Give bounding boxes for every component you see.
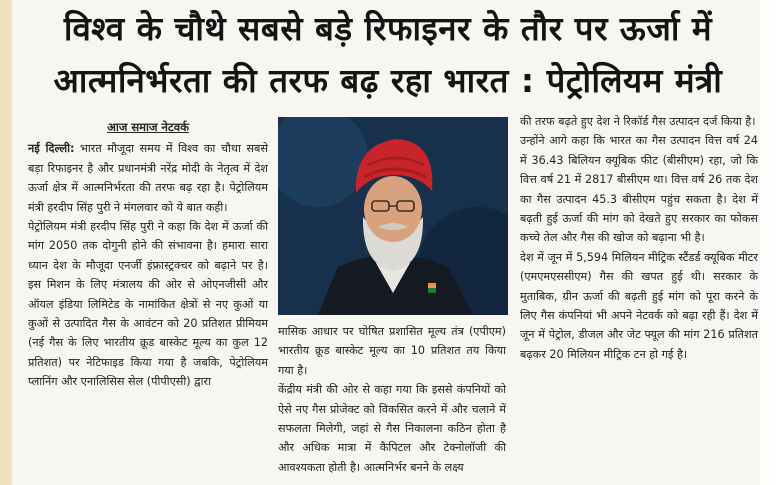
paragraph: देश में जून में 5,594 मिलियन मीट्रिक स्टैंडर्ड क्यूबिक मीटर (एमएमएससीएम) गैस की खपत हुई थी। सरकार के मुताबिक, ग्रीन ऊर्जा की बढ़ती हुई मांग को पूरा करने के लिए गैस कंपनियां भी अपने नेटवर्क को बढ़ा रही हैं। देश में जून में पेट्रोल, डीजल और जेट फ्यूल की मांग 216 प्रतिशत बढ़कर 20 मिलियन मीट्रिक टन हो गई है।	[520, 250, 758, 361]
paragraph-text: भारत मौजूदा समय में विश्व का चौथा सबसे बड़ा रिफाइनर है और प्रधानमंत्री नरेंद्र मोदी के नेतृत्व में देश ऊर्जा क्षेत्र में आत्मनिर्भरता की तरफ बढ़ रहा है। पेट्रोलियम मंत्री हरदीप सिंह पुरी ने मंगलवार को ये बात कही।	[28, 142, 269, 214]
article-column-2	[278, 322, 506, 477]
paragraph: की तरफ बढ़ते हुए देश ने रिकॉर्ड गैस उत्पादन दर्ज किया है।	[520, 115, 756, 128]
headline-line-1: विश्व के चौथे सबसे बड़े रिफाइनर के तौर पर ऊर्जा में	[63, 9, 713, 48]
dateline: नई दिल्ली:	[28, 142, 75, 156]
paragraph: उन्होंने आगे कहा कि भारत का गैस उत्पादन वित्त वर्ष 24 में 36.43 बिलियन क्यूबिक फीट (बीसीएम) रहा, जो कि वित्त वर्ष 21 में 2817 बीसीएम था। वित्त वर्ष 26 तक देश का गैस उत्पादन 45.3 बीसीएम पहुंच सकता है। देश में बढ़ती हुई ऊर्जा की मांग को देखते हुए सरकार का फोकस कच्चे तेल और गैस की खोज को बढ़ाना भी है।	[520, 134, 758, 245]
headline-line-2: आत्मनिर्भरता की तरफ बढ़ रहा भारत : पेट्रोलियम मंत्री	[53, 61, 723, 100]
page-right-edge	[760, 0, 776, 485]
article-column-1	[28, 118, 268, 392]
page-left-edge	[0, 0, 12, 485]
minister-photo	[278, 117, 508, 315]
minister-portrait-illustration	[278, 117, 508, 315]
paragraph: पेट्रोलियम मंत्री हरदीप सिंह पुरी ने कहा कि देश में ऊर्जा की मांग 2050 तक दोगुनी होने की संभावना है। हमारा सारा ध्यान देश के मौजूदा एनर्जी इंफ्रास्ट्रक्चर को बढ़ाने पर है। इस मिशन के लिए मंत्रालय की ओर से ओएनजीसी और ऑयल इंडिया लिमिटेड के नामांकित क्षेत्रों से नए कुओं या कुओं से उत्पादित गैस के आवंटन को 20 प्रतिशत प्रीमियम (नई गैस के लिए भारतीय क्रूड बास्केट मूल्य का कुल 12 प्रतिशत) पर नेटिफाइड किया गया है जबकि, पेट्रोलियम प्लानिंग और एनालिसिस सेल (पीपीएसी) द्वारा	[28, 220, 268, 389]
byline: आज समाज नेटवर्क	[107, 120, 189, 134]
paragraph: मासिक आधार पर घोषित प्रशासित मूल्य तंत्र (एपीएम) भारतीय क्रूड बास्केट मूल्य का 10 प्रतिशत तय किया गया है।	[278, 325, 506, 377]
article-column-3	[520, 112, 758, 364]
paragraph: केंद्रीय मंत्री की ओर से कहा गया कि इससे कंपनियों को ऐसे नए गैस प्रोजेक्ट को विकसित करने में और चलाने में सफलता मिलेगी, जहां से गैस निकालना कठिन होता है और अधिक मात्रा में कैपिटल और टेक्नोलॉजी की आवश्यकता होती है। आत्मनिर्भर बनने के लक्ष्य	[278, 383, 506, 474]
paragraph	[28, 139, 268, 217]
